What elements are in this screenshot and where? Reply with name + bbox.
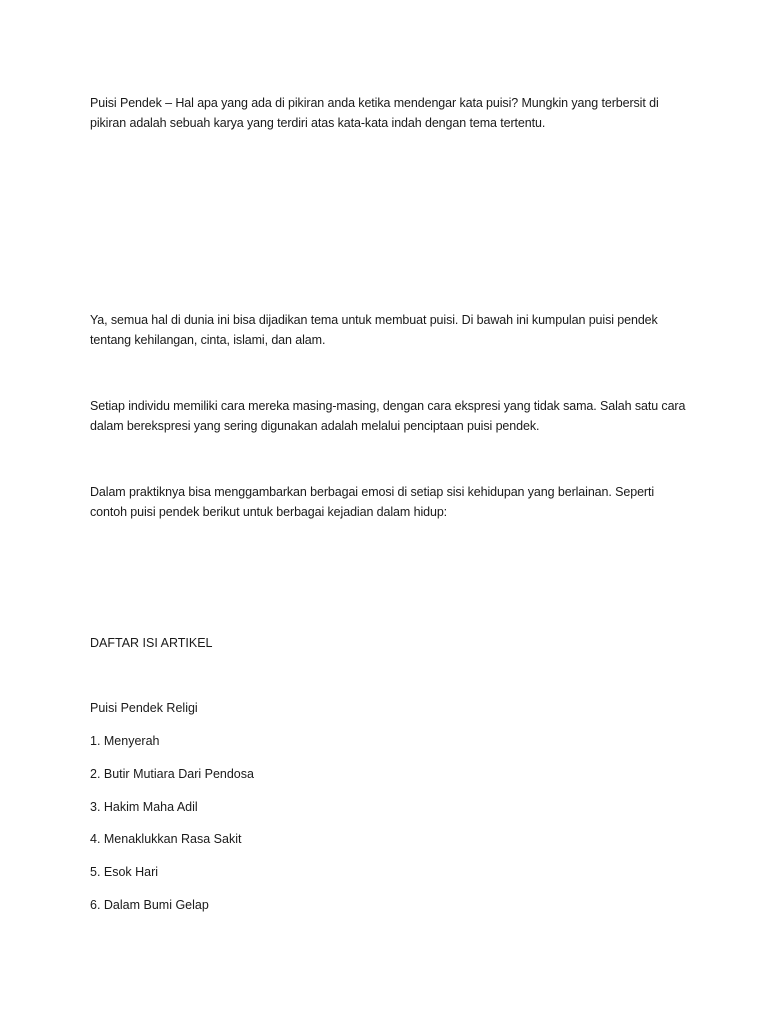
topic-paragraph: Ya, semua hal di dunia ini bisa dijadikan tema untuk membuat puisi. Di bawah ini kumpulan puisi pendek tentang kehilangan, cinta, islami, dan alam. — [90, 313, 658, 347]
toc-item-6[interactable]: 6. Dalam Bumi Gelap — [90, 898, 209, 912]
toc-item-2[interactable]: 2. Butir Mutiara Dari Pendosa — [90, 767, 254, 781]
toc-heading: DAFTAR ISI ARTIKEL — [90, 636, 213, 650]
expression-paragraph: Setiap individu memiliki cara mereka masing-masing, dengan cara ekspresi yang tidak sama. Salah satu cara dalam berekspresi yang sering digunakan adalah melalui penciptaan puisi pendek. — [90, 399, 686, 433]
toc-item-4[interactable]: 4. Menaklukkan Rasa Sakit — [90, 832, 242, 846]
toc-item-5[interactable]: 5. Esok Hari — [90, 865, 159, 879]
toc-item-1[interactable]: 1. Menyerah — [90, 734, 160, 748]
toc-item-3[interactable]: 3. Hakim Maha Adil — [90, 800, 198, 814]
intro-paragraph: Puisi Pendek – Hal apa yang ada di pikiran anda ketika mendengar kata puisi? Mungkin yang terbersit di pikiran adalah sebuah karya yang terdiri atas kata-kata indah dengan tema tertentu. — [90, 96, 659, 130]
emotion-paragraph: Dalam praktiknya bisa menggambarkan berbagai emosi di setiap sisi kehidupan yang berlainan. Seperti contoh puisi pendek berikut untuk berbagai kejadian dalam hidup: — [90, 485, 655, 519]
toc-section-title: Puisi Pendek Religi — [90, 701, 198, 715]
